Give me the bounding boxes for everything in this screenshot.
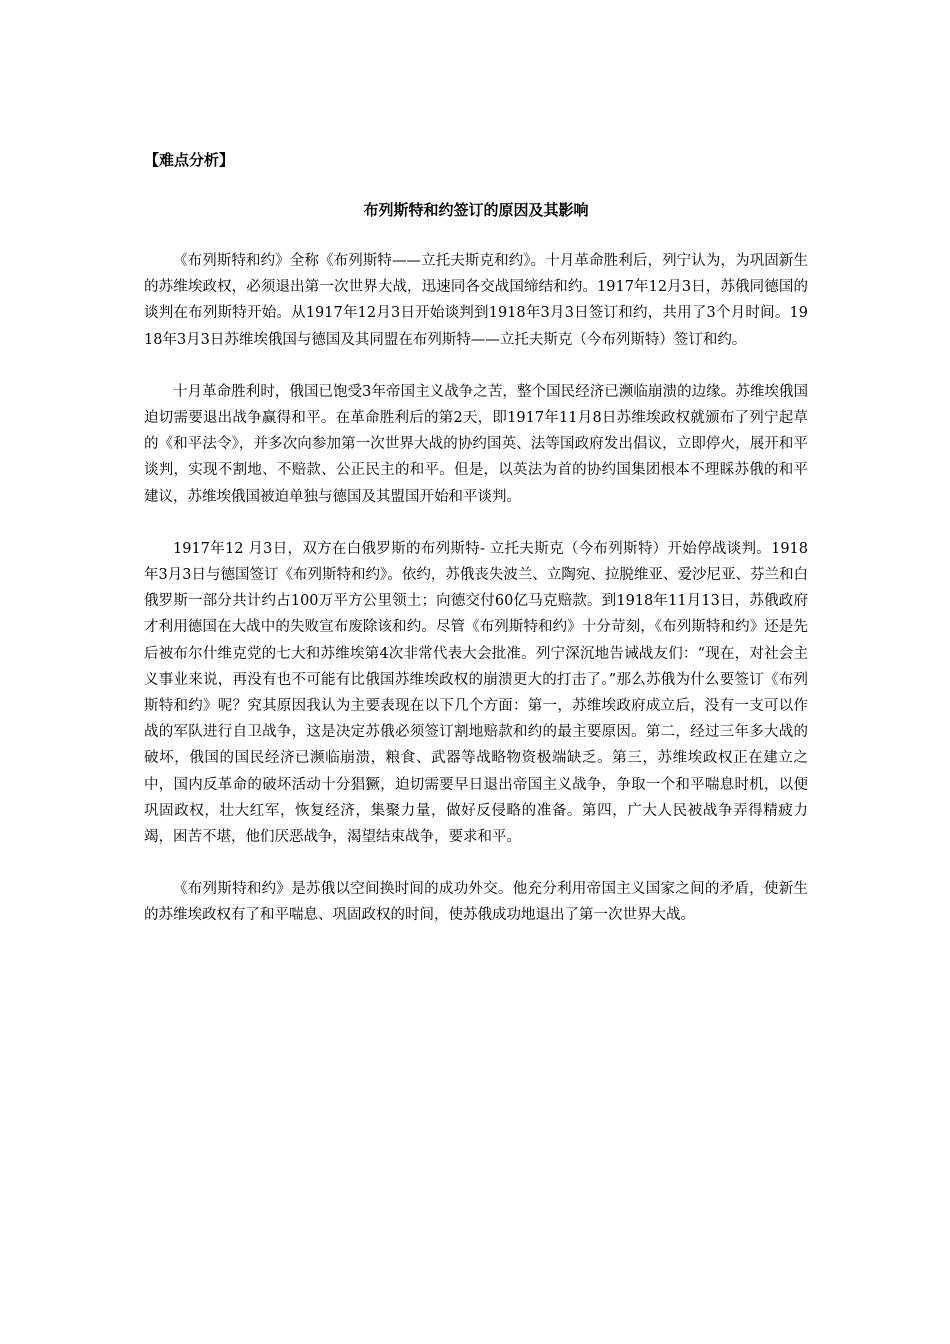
paragraph-3: 1917年12 月3日，双方在白俄罗斯的布列斯特- 立托夫斯克（今布列斯特）开始停战谈判。1918年3月3日与德国签订《布列斯特和约》。依约，苏俄丧失波兰、立陶宛、拉脱维亚、爱沙尼亚、芬兰和白俄罗斯一部分共计约占100万平方公里领土；向德交付60亿马克赔款。到1918年11月13日，苏俄政府才利用德国在大战中的失败宣布废除该和约。尽管《布列斯特和约》十分苛刻，《布列斯特和约》还是先后被布尔什维克党的七大和苏维埃第4次非常代表大会批准。列宁深沉地告诫战友们：“现在，对社会主义事业来说，再没有也不可能有比俄国苏维埃政权的崩溃更大的打击了。”那么苏俄为什么要签订《布列斯特和约》呢？究其原因我认为主要表现在以下几个方面：第一，苏维埃政府成立后，没有一支可以作战的军队进行自卫战争，这是决定苏俄必须签订割地赔款和约的最主要原因。第二，经过三年多大战的破坏，俄国的国民经济已濒临崩溃，粮食、武器等战略物资极端缺乏。第三，苏维埃政权正在建立之中，国内反革命的破坏活动十分猖獗，迫切需要早日退出帝国主义战争，争取一个和平喘息时机，以便巩固政权，壮大红军，恢复经济，集聚力量，做好反侵略的准备。第四，广大人民被战争弄得精疲力竭，困苦不堪，他们厌恶战争，渴望结束战争，要求和平。 — [144, 540, 808, 846]
paragraph-2: 十月革命胜利时，俄国已饱受3年帝国主义战争之苦，整个国民经济已濒临崩溃的边缘。苏维埃俄国迫切需要退出战争赢得和平。在革命胜利后的第2天，即1917年11月8日苏维埃政权就颁布了列宁起草的《和平法令》，并多次向参加第一次世界大战的协约国英、法等国政府发出倡议，立即停火，展开和平谈判，实现不割地、不赔款、公正民主的和平。但是，以英法为首的协约国集团根本不理睬苏俄的和平建议，苏维埃俄国被迫单独与德国及其盟国开始和平谈判。 — [144, 383, 808, 505]
document-title: 布列斯特和约签订的原因及其影响 — [363, 201, 589, 219]
paragraph-4: 《布列斯特和约》是苏俄以空间换时间的成功外交。他充分利用帝国主义国家之间的矛盾，使新生的苏维埃政权有了和平喘息、巩固政权的时间，使苏俄成功地退出了第一次世界大战。 — [144, 881, 808, 924]
section-label: 【难点分析】 — [144, 151, 235, 169]
paragraph-1: 《布列斯特和约》全称《布列斯特——立托夫斯克和约》。十月革命胜利后，列宁认为，为巩固新生的苏维埃政权，必须退出第一次世界大战，迅速同各交战国缔结和约。1917年12月3日，苏俄同德国的谈判在布列斯特开始。从1917年12月3日开始谈判到1918年3月3日签订和约，共用了3个月时间。1918年3月3日苏维埃俄国与德国及其同盟在布列斯特——立托夫斯克（今布列斯特）签订和约。 — [144, 253, 808, 348]
document-page — [144, 148, 808, 955]
